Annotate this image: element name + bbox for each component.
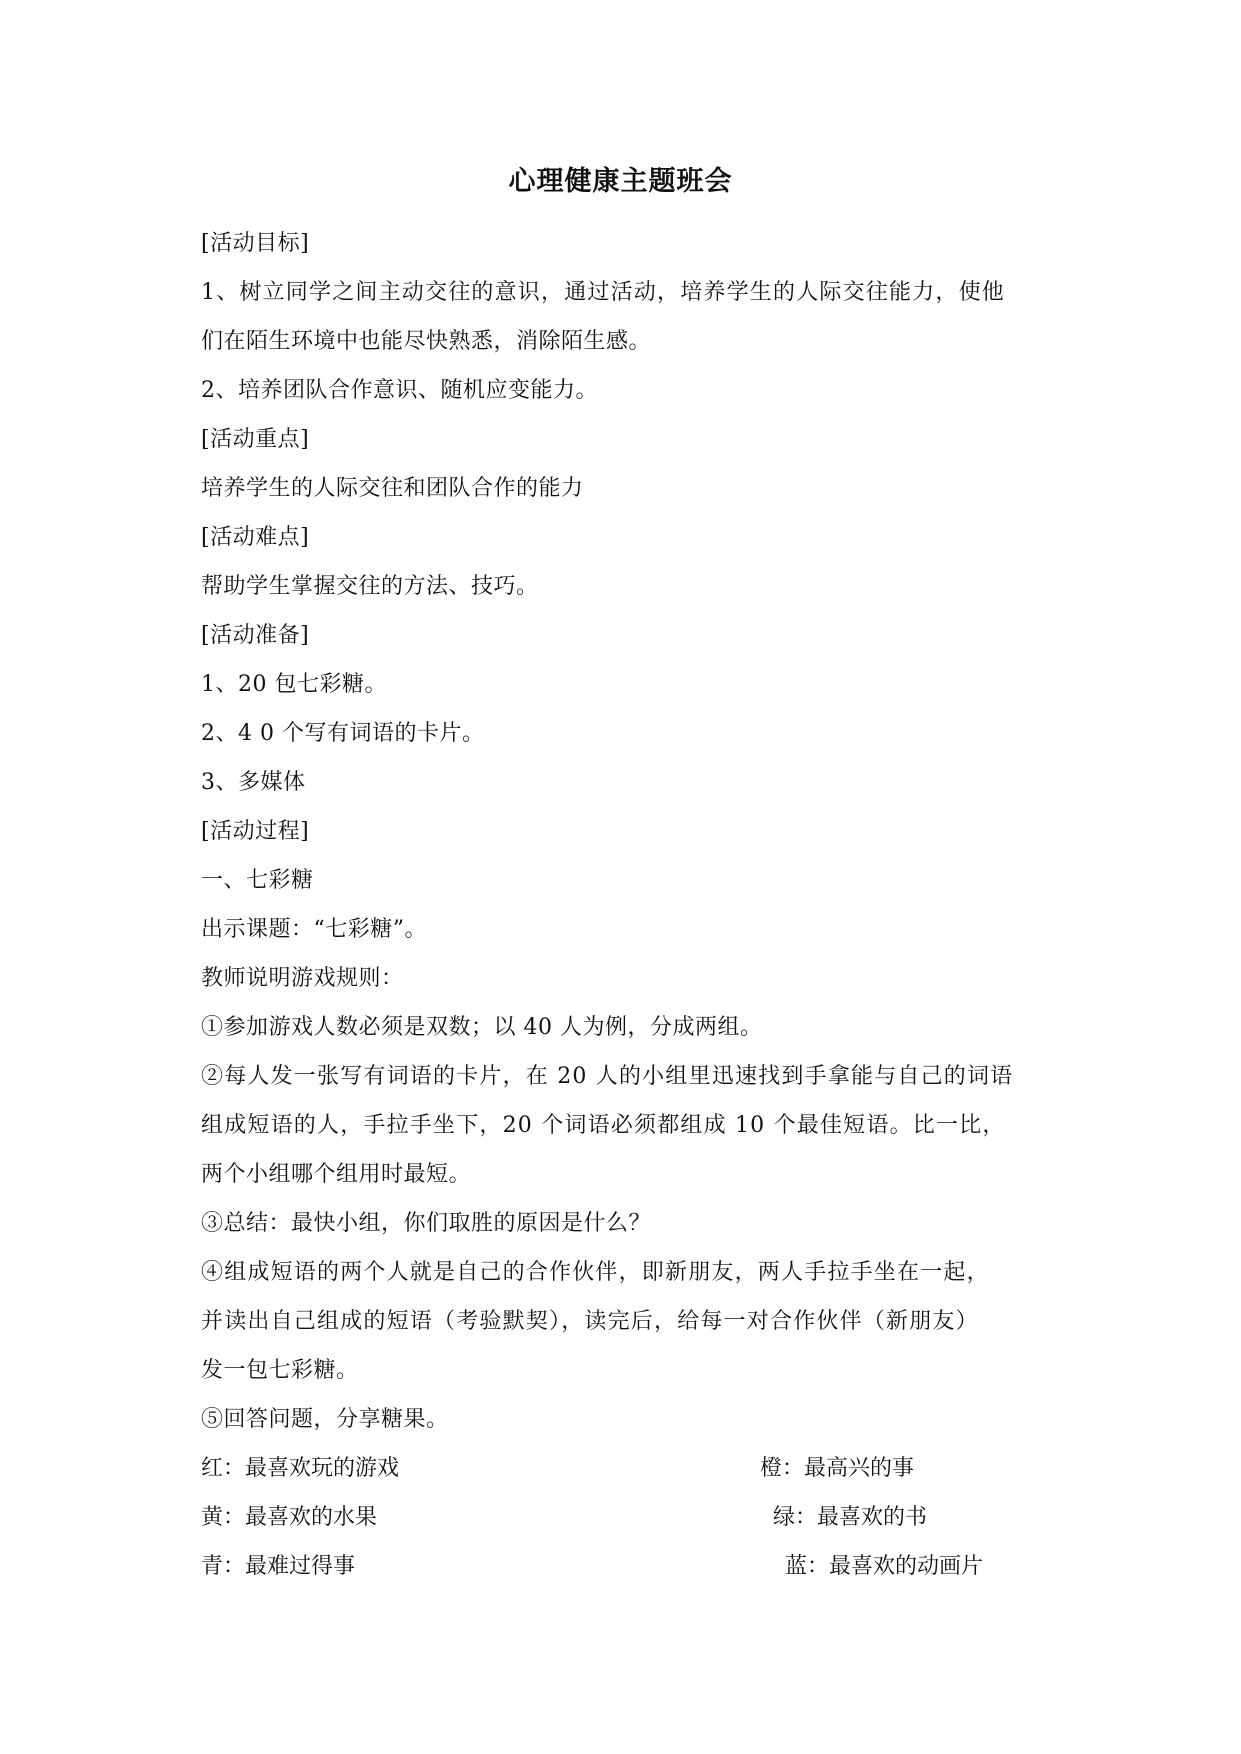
section-heading-difficulty: [活动难点]	[201, 525, 310, 550]
section-heading-process: [活动过程]	[201, 819, 310, 844]
rule-1: ①参加游戏人数必须是双数；以 40 人为例，分成两组。	[201, 1015, 763, 1040]
rule-3: ③总结：最快小组，你们取胜的原因是什么？	[201, 1211, 652, 1236]
rule-4-line-1: ④组成短语的两个人就是自己的合作伙伴，即新朋友，两人手拉手坐在一起，	[201, 1260, 990, 1285]
focus-text: 培养学生的人际交往和团队合作的能力	[201, 476, 584, 501]
color-question-green: 绿：最喜欢的书	[773, 1505, 928, 1530]
color-question-red: 红：最喜欢玩的游戏	[201, 1456, 400, 1481]
section-heading-goal: [活动目标]	[201, 231, 310, 256]
color-question-blue: 蓝：最喜欢的动画片	[785, 1554, 984, 1579]
rule-2-line-3: 两个小组哪个组用时最短。	[201, 1162, 472, 1187]
rule-4-line-3: 发一包七彩糖。	[201, 1358, 359, 1383]
goal-item-1-line-1: 1、树立同学之间主动交往的意识，通过活动，培养学生的人际交往能力，使他	[201, 280, 1005, 305]
section-heading-focus: [活动重点]	[201, 427, 310, 452]
rules-intro: 教师说明游戏规则：	[201, 966, 404, 991]
color-question-row	[201, 1444, 1051, 1493]
color-question-cyan: 青：最难过得事	[201, 1554, 356, 1579]
section-heading-preparation: [活动准备]	[201, 623, 310, 648]
preparation-item-2: 2、4 0 个写有词语的卡片。	[201, 721, 485, 746]
rule-2-line-1: ②每人发一张写有词语的卡片，在 20 人的小组里迅速找到手拿能与自己的词语	[201, 1064, 1014, 1089]
goal-item-1-line-2: 们在陌生环境中也能尽快熟悉，消除陌生感。	[201, 329, 652, 354]
goal-item-2: 2、培养团队合作意识、随机应变能力。	[201, 378, 598, 403]
rule-5: ⑤回答问题，分享糖果。	[201, 1407, 449, 1432]
color-question-yellow: 黄：最喜欢的水果	[201, 1505, 378, 1530]
document-body	[201, 219, 1051, 1591]
color-question-row	[201, 1493, 1051, 1542]
rule-4-line-2: 并读出自己组成的短语（考验默契），读完后，给每一对合作伙伴（新朋友）	[201, 1309, 979, 1334]
rule-2-line-2: 组成短语的人，手拉手坐下，20 个词语必须都组成 10 个最佳短语。比一比，	[201, 1113, 1006, 1138]
preparation-item-3: 3、多媒体	[201, 770, 306, 795]
process-part-1-heading: 一、七彩糖	[201, 868, 314, 893]
color-question-orange: 橙：最高兴的事	[760, 1456, 915, 1481]
preparation-item-1: 1、20 包七彩糖。	[201, 672, 387, 697]
difficulty-text: 帮助学生掌握交往的方法、技巧。	[201, 574, 539, 599]
page-title: 心理健康主题班会	[508, 166, 733, 197]
color-question-row	[201, 1542, 1051, 1591]
process-topic: 出示课题：“七彩糖”。	[201, 917, 427, 942]
